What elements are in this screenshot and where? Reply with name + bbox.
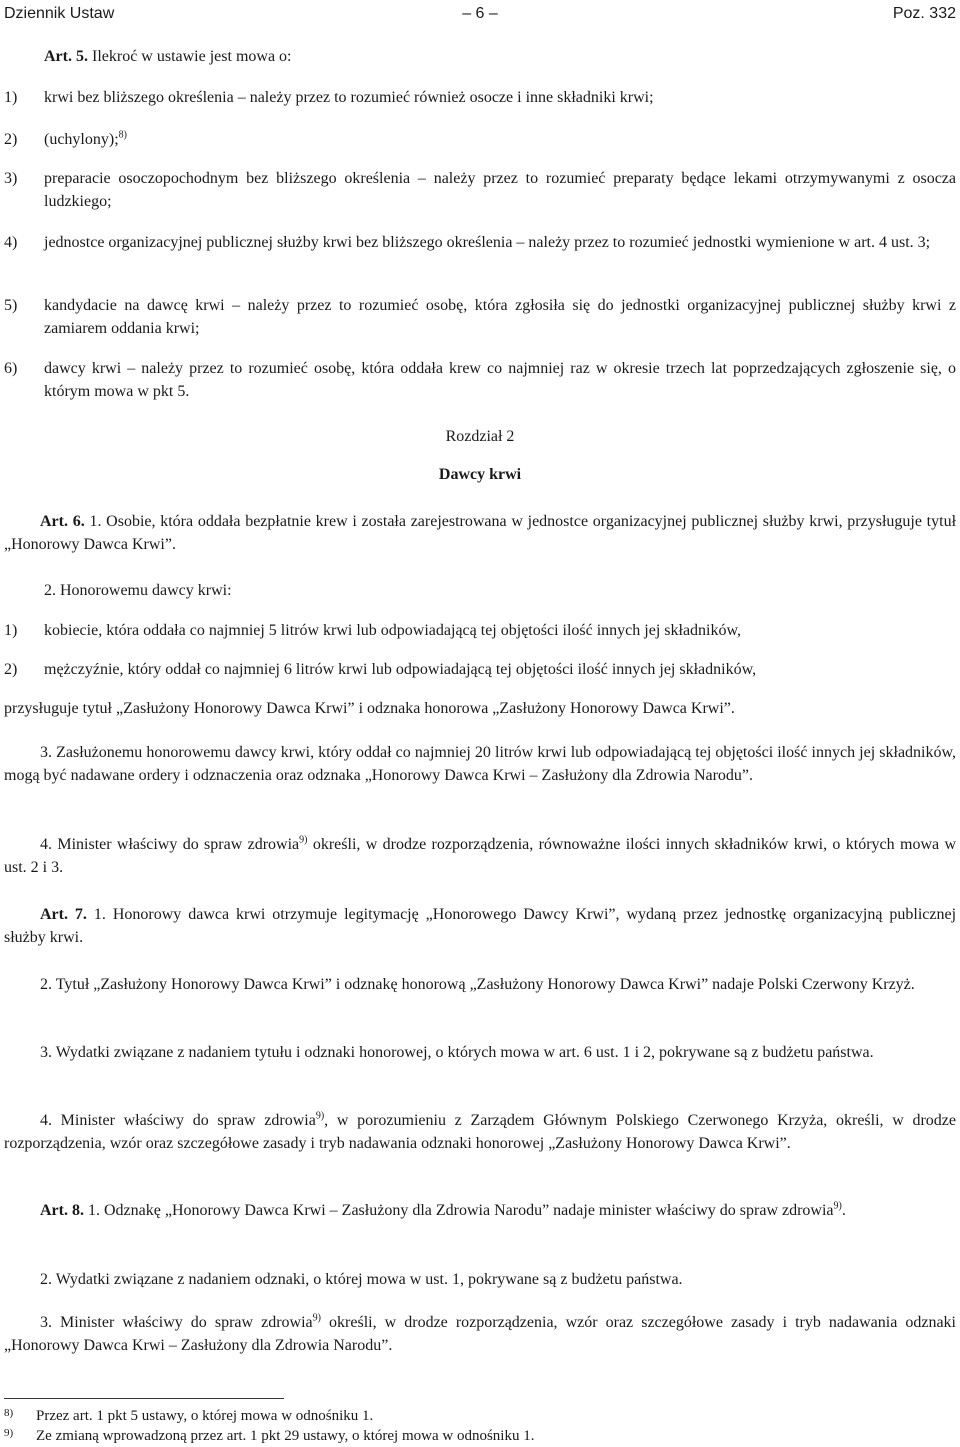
item-number: 4) [4, 234, 18, 251]
art6-para-1 [4, 510, 956, 556]
item-text: jednostce organizacyjnej publicznej służby krwi bez bliższego określenia – należy przez to rozumieć jednostki wymienione w art. 4 ust. 3; [44, 234, 931, 251]
paragraph-text: 1. Honorowy dawca krwi otrzymuje legitymację „Honorowego Dawcy Krwi”, wydaną przez jednostkę organizacyjną publicznej służby krwi. [4, 906, 957, 946]
position-number: Poz. 332 [892, 5, 956, 22]
item-number: 2) [4, 661, 18, 678]
art6-para-2-intro: 2. Honorowemu dawcy krwi: [44, 582, 232, 599]
art7-para-1 [4, 903, 956, 949]
paragraph-text: 4. Minister właściwy do spraw zdrowia [40, 836, 300, 853]
item-text: mężczyźnie, który oddał co najmniej 6 litrów krwi lub odpowiadającą tej objętości ilość innych jej składników, [44, 661, 757, 678]
art7-label: Art. 7. [40, 906, 87, 923]
page-number: – 6 – [462, 5, 498, 22]
art5-item-3 [4, 167, 956, 213]
art5-item-5 [4, 294, 956, 340]
art6-item-1 [4, 619, 956, 642]
footnote-text: Przez art. 1 pkt 5 ustawy, o której mowa w odnośniku 1. [36, 1408, 374, 1424]
item-number: 3) [4, 170, 18, 187]
art6-para-3: 3. Zasłużonemu honorowemu dawcy krwi, który oddał co najmniej 20 litrów krwi lub odpowiadającą tej objętości ilość innych jej składników, mogą być nadawane ordery i odznaczenia oraz odznaka „Honorowy Dawca Krwi – Zasłużony dla Zdrowia Narodu”. [4, 744, 956, 784]
art7-para-2: 2. Tytuł „Zasłużony Honorowy Dawca Krwi” i odznakę honorową „Zasłużony Honorowy Dawca Krwi” nadaje Polski Czerwony Krzyż. [40, 976, 915, 993]
art5-intro [4, 45, 956, 68]
art5-label: Art. 5. [44, 48, 88, 65]
art7-para-3: 3. Wydatki związane z nadaniem tytułu i odznaki honorowej, o których mowa w art. 6 ust. 1 i 2, pokrywane są z budżetu państwa. [40, 1044, 874, 1061]
art5-item-4 [4, 231, 956, 254]
item-number: 1) [4, 89, 18, 106]
art5-item-1 [4, 86, 956, 109]
footnote-ref: 9) [312, 1312, 321, 1324]
footnote-divider [4, 1398, 284, 1399]
art8-para-3 [4, 1311, 956, 1357]
paragraph-text: 1. Osobie, która oddała bezpłatnie krew i została zarejestrowana w jednostce organizacyjnej publicznej służby krwi, przysługuje tytuł „Honorowy Dawca Krwi”. [4, 513, 957, 553]
item-text: krwi bez bliższego określenia – należy przez to rozumieć również osocze i inne składniki krwi; [44, 89, 654, 106]
footnote-8 [4, 1406, 956, 1426]
footnote-ref: 9) [299, 834, 308, 846]
art5-item-2 [4, 128, 956, 151]
art6-para-4 [4, 833, 956, 879]
art6-label: Art. 6. [40, 513, 85, 530]
item-text: kobiecie, która oddała co najmniej 5 litrów krwi lub odpowiadającą tej objętości ilość innych jej składników, [44, 622, 741, 639]
paragraph-text: określi, w drodze rozporządzenia, równoważne ilości innych składników krwi, o których mowa w ust. 2 i 3. [4, 836, 956, 876]
item-number: 2) [4, 131, 18, 148]
item-text: kandydacie na dawcę krwi – należy przez to rozumieć osobę, która zgłosiła się do jednostki organizacyjnej publicznej służby krwi z zamiarem oddania krwi; [44, 297, 956, 337]
footnote-number: 8) [4, 1407, 14, 1419]
art8-para-1 [4, 1199, 956, 1222]
art8-label: Art. 8. [40, 1202, 84, 1219]
item-text: preparacie osoczopochodnym bez bliższego określenia – należy przez to rozumieć preparaty będące lekami otrzymywanymi z osocza ludzkiego; [44, 170, 956, 210]
paragraph-text: określi, w drodze rozporządzenia, wzór oraz szczegółowe zasady i tryb nadawania odznaki „Honorowy Dawca Krwi – Zasłużony dla Zdrowia Narodu”. [4, 1314, 957, 1354]
item-text: dawcy krwi – należy przez to rozumieć osobę, która oddała krew co najmniej raz w okresie trzech lat poprzedzających zgłoszenie się, o którym mowa w pkt 5. [44, 360, 956, 400]
paragraph-text: . [841, 1202, 846, 1219]
paragraph-text: 3. Minister właściwy do spraw zdrowia [40, 1314, 313, 1331]
item-text: (uchylony); [44, 131, 119, 148]
footnote-ref: 9) [315, 1110, 325, 1122]
art6-item-2 [4, 658, 956, 681]
paragraph-text: , w porozumieniu z Zarządem Głównym Polskiego Czerwonego Krzyża, określi, w drodze rozporządzenia, wzór oraz szczegółowe zasady i tryb nadawania odznaki honorowej „Zasłużony Honorowy Dawca Krwi”. [4, 1112, 956, 1152]
footnote-ref: 9) [833, 1200, 842, 1212]
art6-para-2-closing: przysługuje tytuł „Zasłużony Honorowy Dawca Krwi” i odznaka honorowa „Zasłużony Honorowy Dawca Krwi”. [4, 700, 735, 717]
footnote-9 [4, 1426, 956, 1446]
item-number: 6) [4, 360, 18, 377]
footnote-text: Ze zmianą wprowadzoną przez art. 1 pkt 29 ustawy, o której mowa w odnośniku 1. [36, 1428, 535, 1444]
chapter-title: Dawcy krwi [438, 466, 522, 483]
page-header [4, 2, 956, 24]
art8-para-2: 2. Wydatki związane z nadaniem odznaki, o której mowa w ust. 1, pokrywane są z budżetu państwa. [40, 1271, 683, 1288]
journal-title: Dziennik Ustaw [4, 5, 115, 22]
art7-para-4 [4, 1109, 956, 1155]
footnote-ref: 8) [118, 129, 127, 141]
paragraph-text: 1. Odznakę „Honorowy Dawca Krwi – Zasłużony dla Zdrowia Narodu” nadaje minister właściwy do spraw zdrowia [87, 1202, 834, 1219]
art5-intro-text: Ilekroć w ustawie jest mowa o: [91, 48, 292, 65]
paragraph-text: 4. Minister właściwy do spraw zdrowia [40, 1112, 316, 1129]
art5-item-6 [4, 357, 956, 403]
footnote-number: 9) [4, 1427, 14, 1439]
item-number: 5) [4, 297, 18, 314]
item-number: 1) [4, 622, 18, 639]
chapter-number: Rozdział 2 [445, 428, 515, 445]
